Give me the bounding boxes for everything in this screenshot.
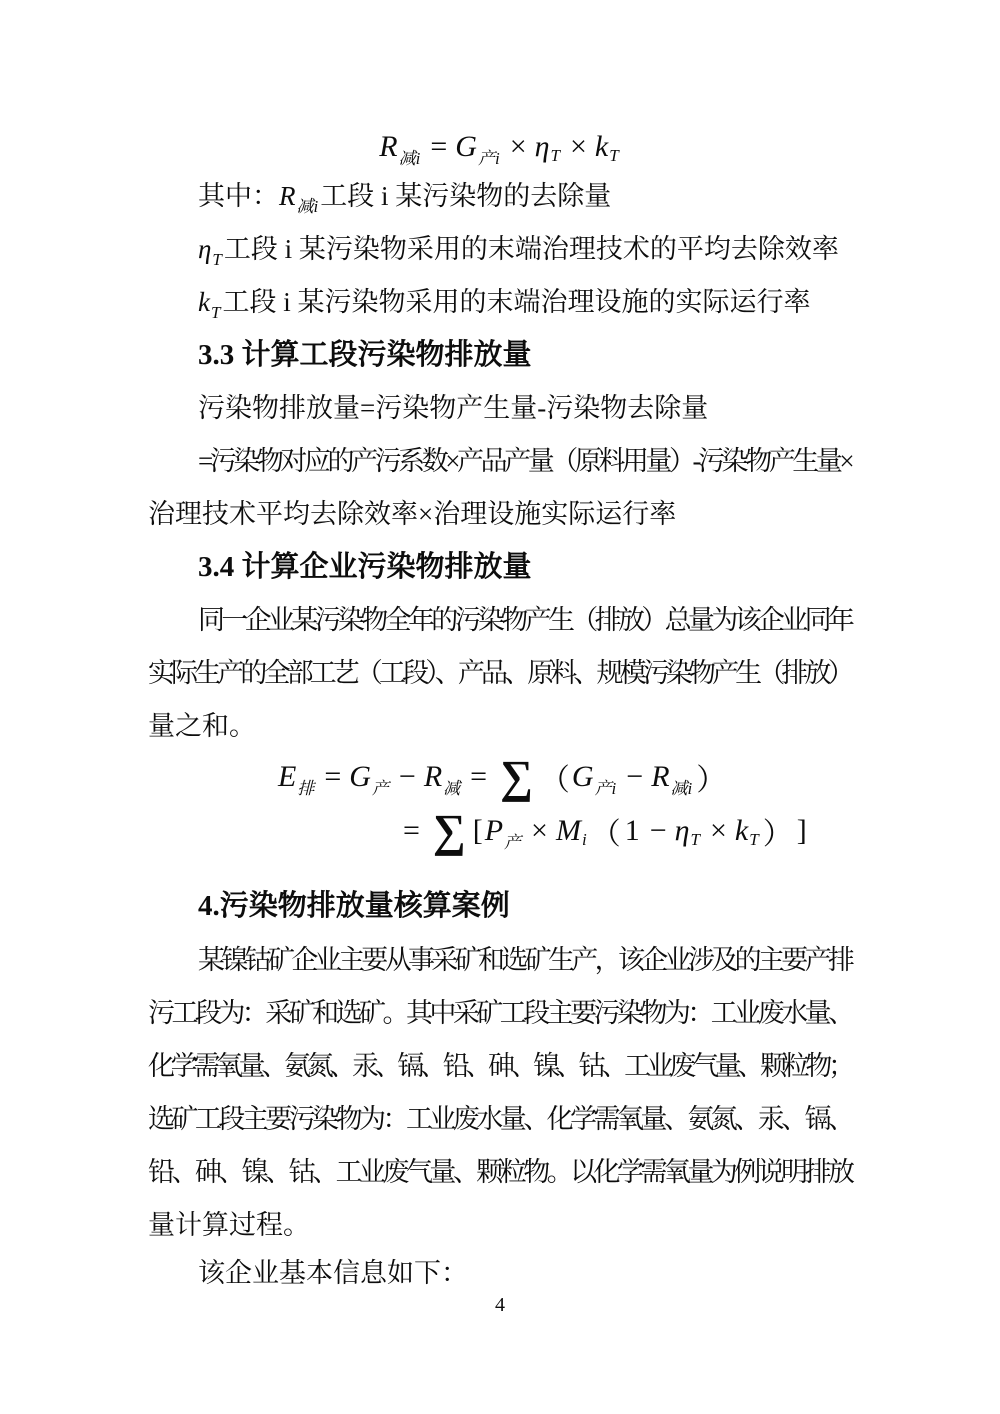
- math-operator: =: [430, 130, 448, 163]
- paragraph-line: 同一企业某污染物全年的污染物产生（排放）总量为该企业同年: [198, 605, 852, 635]
- paragraph-line: 化学需氧量、氨氮、汞、镉、铅、砷、镍、钴、工业废气量、颗粒物；: [148, 1051, 851, 1081]
- math-var: η: [534, 130, 550, 163]
- section-4-heading: 4.污染物排放量核算案例: [198, 890, 510, 922]
- math-var: R: [279, 181, 296, 211]
- math-var: E: [278, 760, 297, 793]
- paragraph-line: 该企业基本信息如下：: [198, 1258, 468, 1288]
- math-sub: 产i: [477, 148, 500, 168]
- math-operator: −: [626, 760, 644, 793]
- math-sub: 产: [371, 778, 389, 798]
- math-operator: =: [470, 760, 488, 793]
- math-var: η: [674, 814, 690, 847]
- paragraph-line: 某镍钴矿企业主要从事采矿和选矿生产，该企业涉及的主要产排: [198, 945, 852, 975]
- math-sub: T: [550, 146, 560, 165]
- section-3-3-heading: 3.3 计算工段污染物排放量: [198, 339, 532, 371]
- definition-line-eta: [148, 229, 855, 269]
- paragraph-line: 污染物排放量=污染物产生量-污染物去除量: [198, 393, 709, 423]
- math-number: 1: [624, 814, 640, 847]
- math-operator: =: [324, 760, 342, 793]
- definition-prefix: 其中：: [198, 181, 279, 211]
- math-var: R: [651, 760, 670, 793]
- math-paren: ）: [762, 818, 793, 851]
- summation-symbol: ∑: [500, 751, 533, 802]
- paragraph-line: 选矿工段主要污染物为：工业废水量、化学需氧量、氨氮、汞、镉、: [148, 1104, 852, 1134]
- math-sub: T: [212, 250, 222, 269]
- math-sub: 减i: [398, 148, 421, 168]
- math-operator: ×: [569, 130, 587, 163]
- math-operator: ×: [531, 814, 548, 847]
- definition-text: 工段 i 某污染物采用的末端治理技术的平均去除效率: [223, 234, 839, 264]
- paragraph-line: 量之和。: [148, 711, 256, 741]
- math-sub: 产i: [594, 778, 617, 798]
- formula-emission-line1: [278, 751, 728, 803]
- paragraph-line: 量计算过程。: [148, 1210, 310, 1240]
- math-var: R: [379, 130, 398, 163]
- math-operator: −: [398, 760, 416, 793]
- formula-emission-line2: [395, 805, 809, 857]
- math-sub: 减i: [670, 778, 693, 798]
- math-sub: T: [690, 830, 700, 849]
- paragraph-line: =污染物对应的产污系数×产品产量（原料用量）-污染物产生量×: [198, 446, 852, 476]
- definition-line-r: [148, 176, 855, 216]
- math-sub: 排: [297, 778, 315, 798]
- math-var: G: [349, 760, 371, 793]
- math-var: G: [455, 130, 477, 163]
- math-var: η: [198, 234, 212, 264]
- math-var: R: [423, 760, 443, 793]
- math-sub: T: [749, 830, 759, 849]
- math-paren: （: [539, 764, 570, 797]
- math-operator: ×: [709, 814, 727, 847]
- page-number: 4: [495, 1294, 505, 1316]
- math-bracket: ]: [796, 814, 807, 847]
- paragraph-line: 铅、砷、镍、钴、工业废气量、颗粒物。以化学需氧量为例说明排放: [148, 1157, 852, 1187]
- math-operator: =: [403, 814, 420, 847]
- formula-removal-amount: [0, 121, 1000, 173]
- math-sub: 减i: [296, 197, 319, 216]
- math-paren: （: [590, 818, 621, 851]
- math-var: k: [198, 287, 210, 317]
- paragraph-line: 污工段为：采矿和选矿。其中采矿工段主要污染物为：工业废水量、: [148, 998, 852, 1028]
- definition-line-kt: [148, 282, 855, 322]
- math-var: P: [484, 814, 504, 847]
- math-var: G: [571, 760, 594, 793]
- math-sub: T: [210, 303, 221, 322]
- math-sub: 减: [443, 778, 461, 798]
- math-var: k: [594, 130, 609, 163]
- math-var: k: [734, 814, 749, 847]
- definition-text: 工段 i 某污染物采用的末端治理设施的实际运行率: [222, 287, 811, 317]
- paragraph-line: 实际生产的全部工艺（工段）、产品、原料、规模污染物产生（排放）: [148, 658, 851, 688]
- math-var: M: [555, 814, 581, 847]
- summation-symbol: ∑: [432, 805, 466, 856]
- math-bracket: [: [472, 814, 483, 847]
- paragraph-line: 治理技术平均去除效率×治理设施实际运行率: [148, 499, 677, 529]
- definition-text: 工段 i 某污染物的去除量: [320, 181, 612, 211]
- section-3-4-heading: 3.4 计算企业污染物排放量: [198, 551, 532, 583]
- math-operator: ×: [509, 130, 527, 163]
- math-sub: i: [581, 830, 587, 849]
- math-operator: −: [649, 814, 667, 847]
- math-sub: T: [609, 146, 619, 165]
- math-sub: 产: [504, 832, 522, 852]
- math-paren: ）: [696, 764, 727, 797]
